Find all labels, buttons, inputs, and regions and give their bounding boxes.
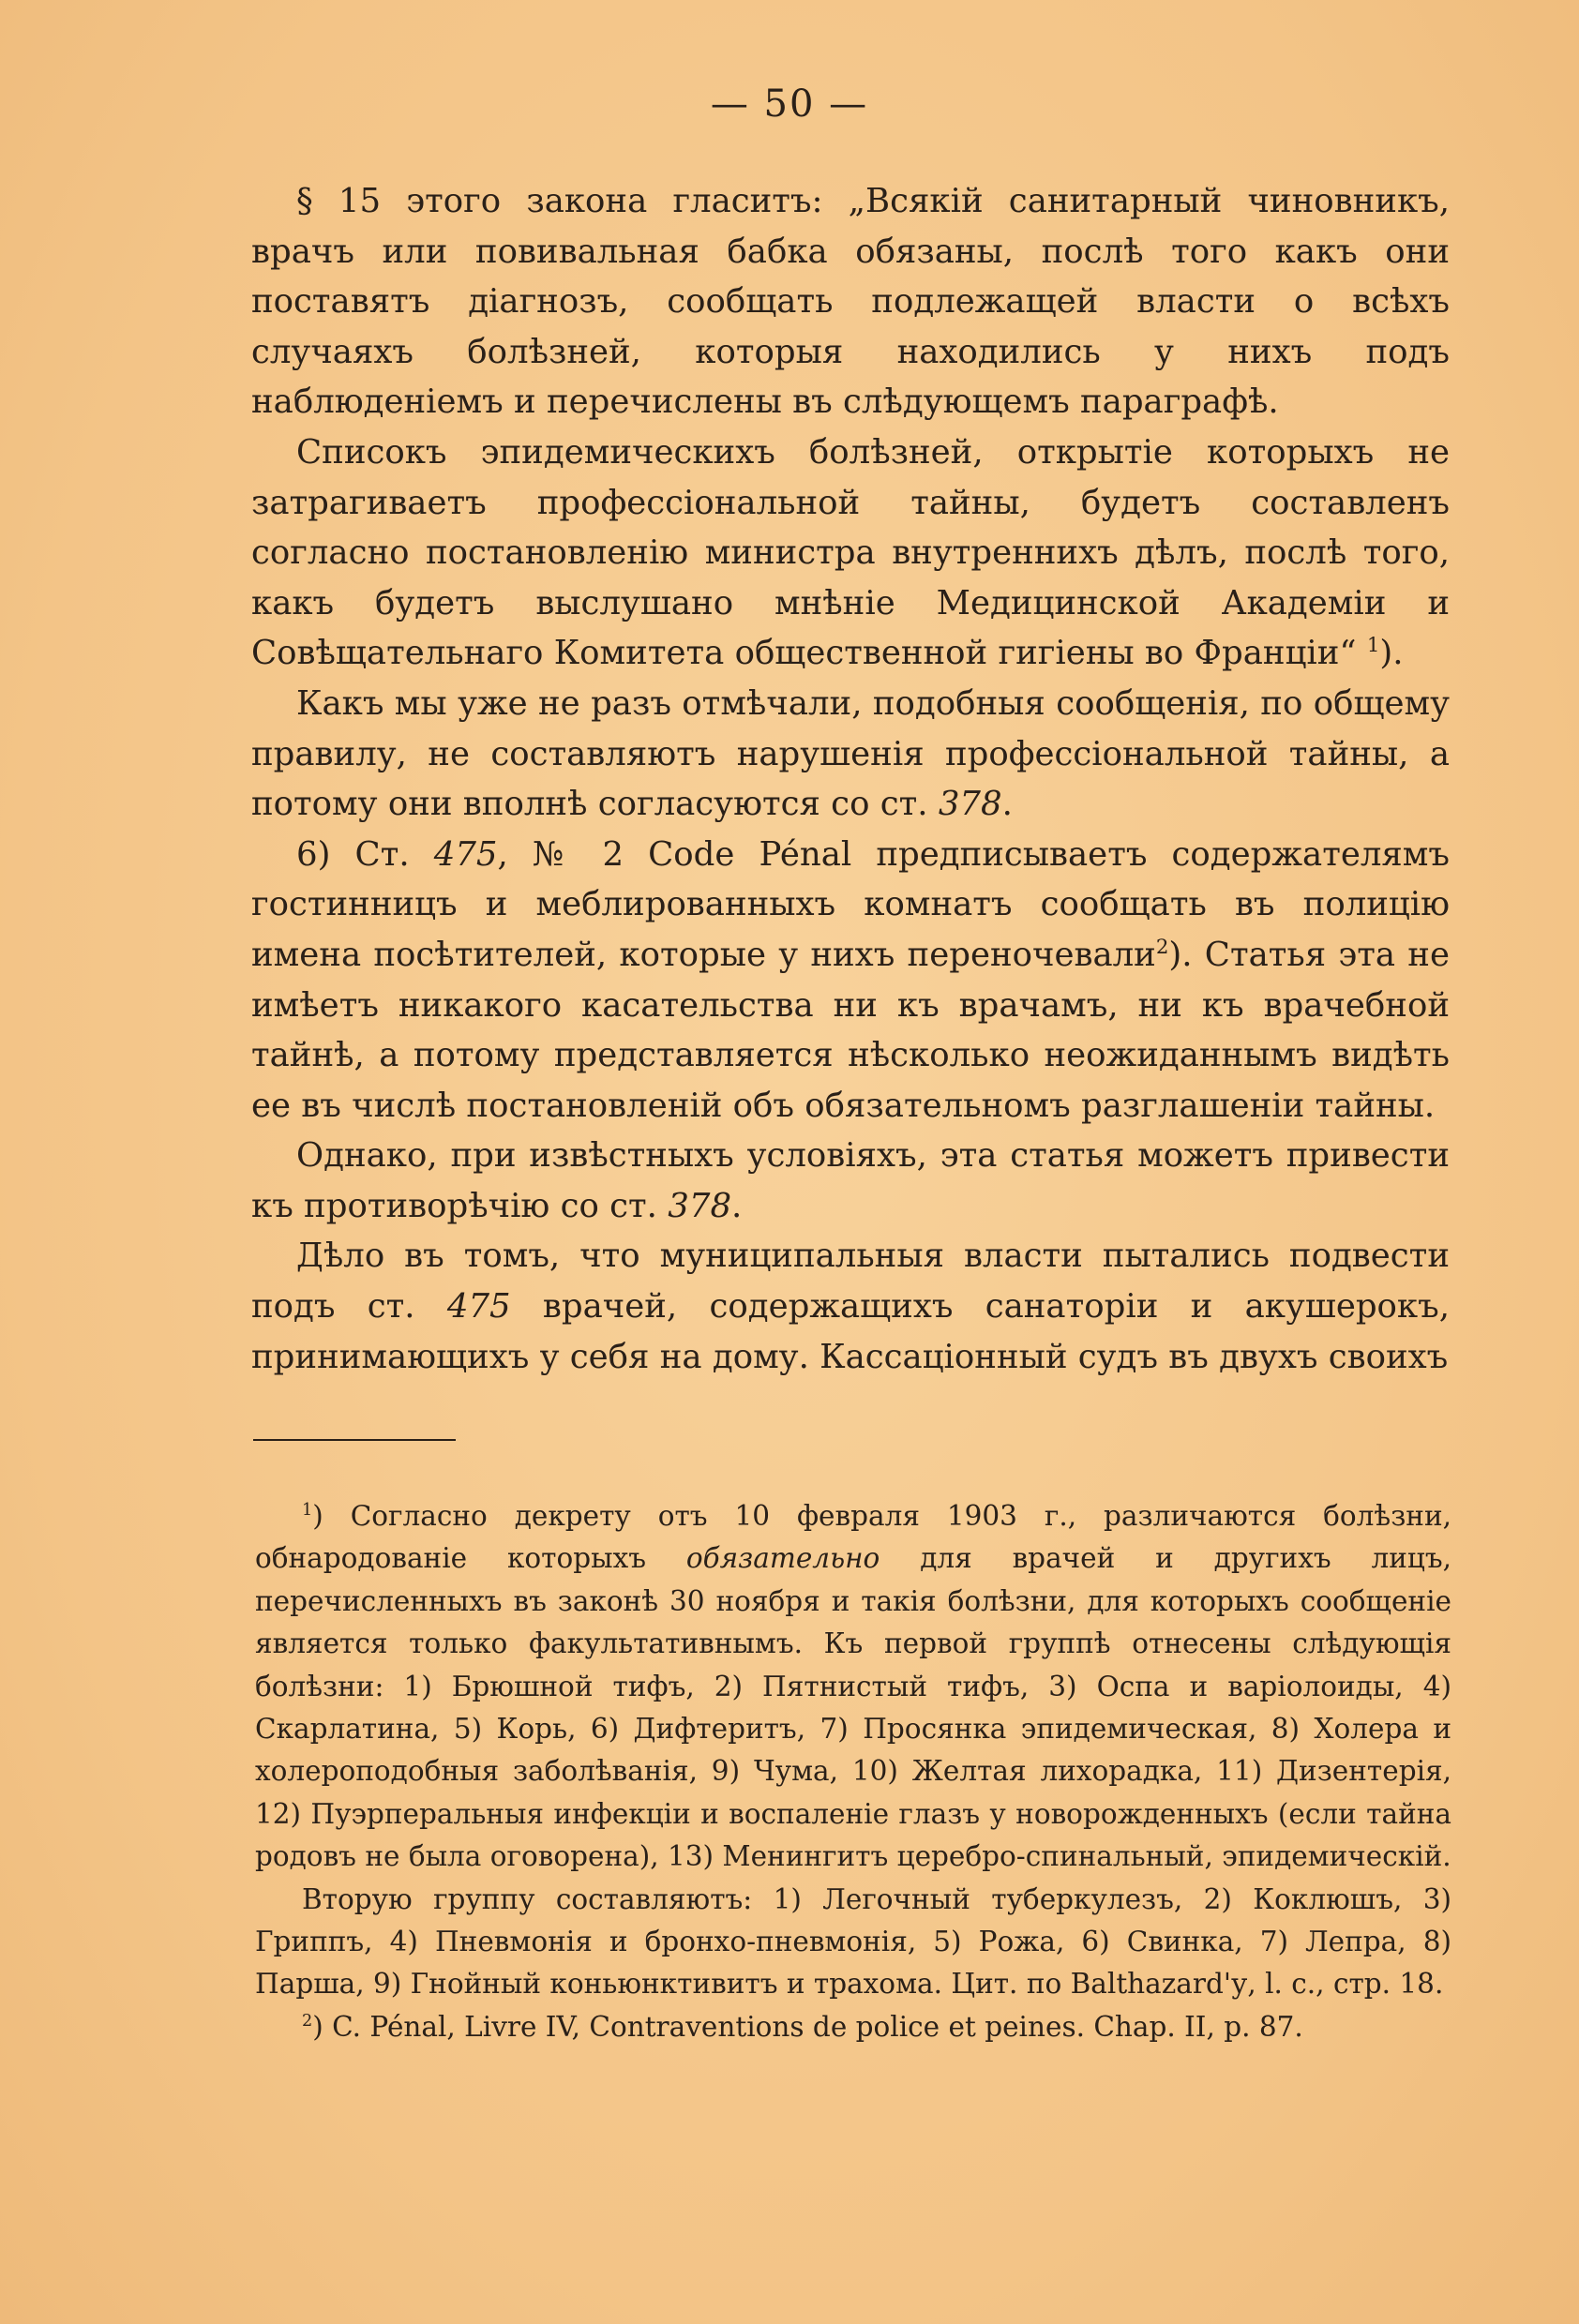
- footnote: [255, 1495, 1451, 1879]
- footnote: [255, 1879, 1451, 2006]
- text-run: , № 2 Code Pénal предписываетъ содержателямъ гостинницъ и меблированныхъ комнатъ сообщать въ полицію имена посѣтителей, которые у нихъ переночевали: [251, 834, 1450, 974]
- italic-text: обязательно: [685, 1542, 880, 1575]
- paragraph: [251, 427, 1450, 679]
- text-run: ) C. Pénal, Livre IV, Contraventions de police et peines. Chap. II, p. 87.: [312, 2010, 1303, 2043]
- text-run: Дѣло въ томъ, что муниципальныя власти пытались подвести подъ ст.: [251, 1237, 1450, 1327]
- text-run: Списокъ эпидемическихъ болѣзней, открытіе которыхъ не затрагиваетъ профессіональной тайны, будетъ составленъ согласно постановленію министра внутреннихъ дѣлъ, послѣ того, какъ будетъ выслушано мнѣніе Медицинской Академіи и Совѣщательнаго Комитета общественной гигіены во Франціи“: [251, 432, 1450, 673]
- main-text: [251, 176, 1450, 1382]
- italic-text: 475: [446, 1287, 511, 1327]
- text-run: врачей, содержащихъ санаторіи и акушерокъ, принимающихъ у себя на дому. Кассаціонный судъ въ двухъ своихъ: [251, 1287, 1450, 1376]
- paragraph: [251, 830, 1450, 1132]
- footnote-marker: 1: [302, 1501, 313, 1521]
- footnote-separator: [253, 1439, 456, 1441]
- text-run: .: [731, 1186, 743, 1225]
- italic-text: 475: [433, 834, 498, 874]
- italic-text: 378: [668, 1186, 732, 1225]
- text-run: Какъ мы уже не разъ отмѣчали, подобныя сообщенія, по общему правилу, не составляютъ нарушенія профессіональной тайны, а потому они вполнѣ согласуются со ст.: [251, 683, 1450, 824]
- text-run: ). Статья эта не имѣетъ никакого касательства ни къ врачамъ, ни къ врачебной тайнѣ, а потому представляется нѣсколько неожиданнымъ видѣть ее въ числѣ постановленій объ обязательномъ разглашеніи тайны.: [251, 935, 1450, 1125]
- footnotes: [255, 1495, 1451, 2048]
- footnote-marker: 2: [302, 2012, 313, 2032]
- footnote: [255, 2006, 1451, 2048]
- text-run: § 15 этого закона гласитъ: „Всякій санитарный чиновникъ, врачъ или повивальная бабка обязаны, послѣ того какъ они поставятъ діагнозъ, сообщать подлежащей власти о всѣхъ случаяхъ болѣзней, которыя находились у нихъ подъ наблюденіемъ и перечислены въ слѣдующемъ параграфѣ.: [251, 182, 1450, 422]
- paragraph: [251, 1131, 1450, 1231]
- text-run: ) Согласно декрету отъ 10 февраля 1903 г., различаются болѣзни, обнародованіе которыхъ: [255, 1500, 1451, 1575]
- text-run: Вторую группу составляютъ: 1) Легочный туберкулезъ, 2) Коклюшъ, 3) Гриппъ, 4) Пневмонія и бронхо-пневмонія, 5) Рожа, 6) Свинка, 7) Лепра, 8) Парша, 9) Гнойный коньюнктивитъ и трахома. Цит. по Balthazard'у, l. c., стр. 18.: [255, 1882, 1451, 2001]
- paragraph: [251, 679, 1450, 830]
- text-run: ).: [1379, 634, 1404, 673]
- text-run: .: [1001, 785, 1013, 824]
- paragraph: [251, 176, 1450, 427]
- text-run: для врачей и другихъ лицъ, перечисленныхъ въ законѣ 30 ноября и такія болѣзни, для которыхъ сообщеніе является только факультативнымъ. Къ первой группѣ отнесены слѣдующія болѣзни: 1) Брюшной тифъ, 2) Пятнистый тифъ, 3) Оспа и варіолоиды, 4) Скарлатина, 5) Корь, 6) Дифтеритъ, 7) Просянка эпидемическая, 8) Холера и холероподобныя заболѣванія, 9) Чума, 10) Желтая лихорадка, 11) Дизентерія, 12) Пуэрперальныя инфекціи и воспаленіе глазъ у новорожденныхъ (если тайна родовъ не была оговорена), 13) Менингитъ церебро-спинальный, эпидемическій.: [255, 1542, 1451, 1873]
- paragraph: [251, 1231, 1450, 1382]
- page-number: — 50 —: [710, 82, 869, 126]
- text-run: Однако, при извѣстныхъ условіяхъ, эта статья можетъ привести къ противорѣчію со ст.: [251, 1136, 1450, 1225]
- text-run: 6) Ст.: [296, 834, 434, 874]
- footnote-marker: 2: [1155, 936, 1169, 960]
- footnote-marker: 1: [1366, 634, 1380, 658]
- italic-text: 378: [938, 785, 1002, 824]
